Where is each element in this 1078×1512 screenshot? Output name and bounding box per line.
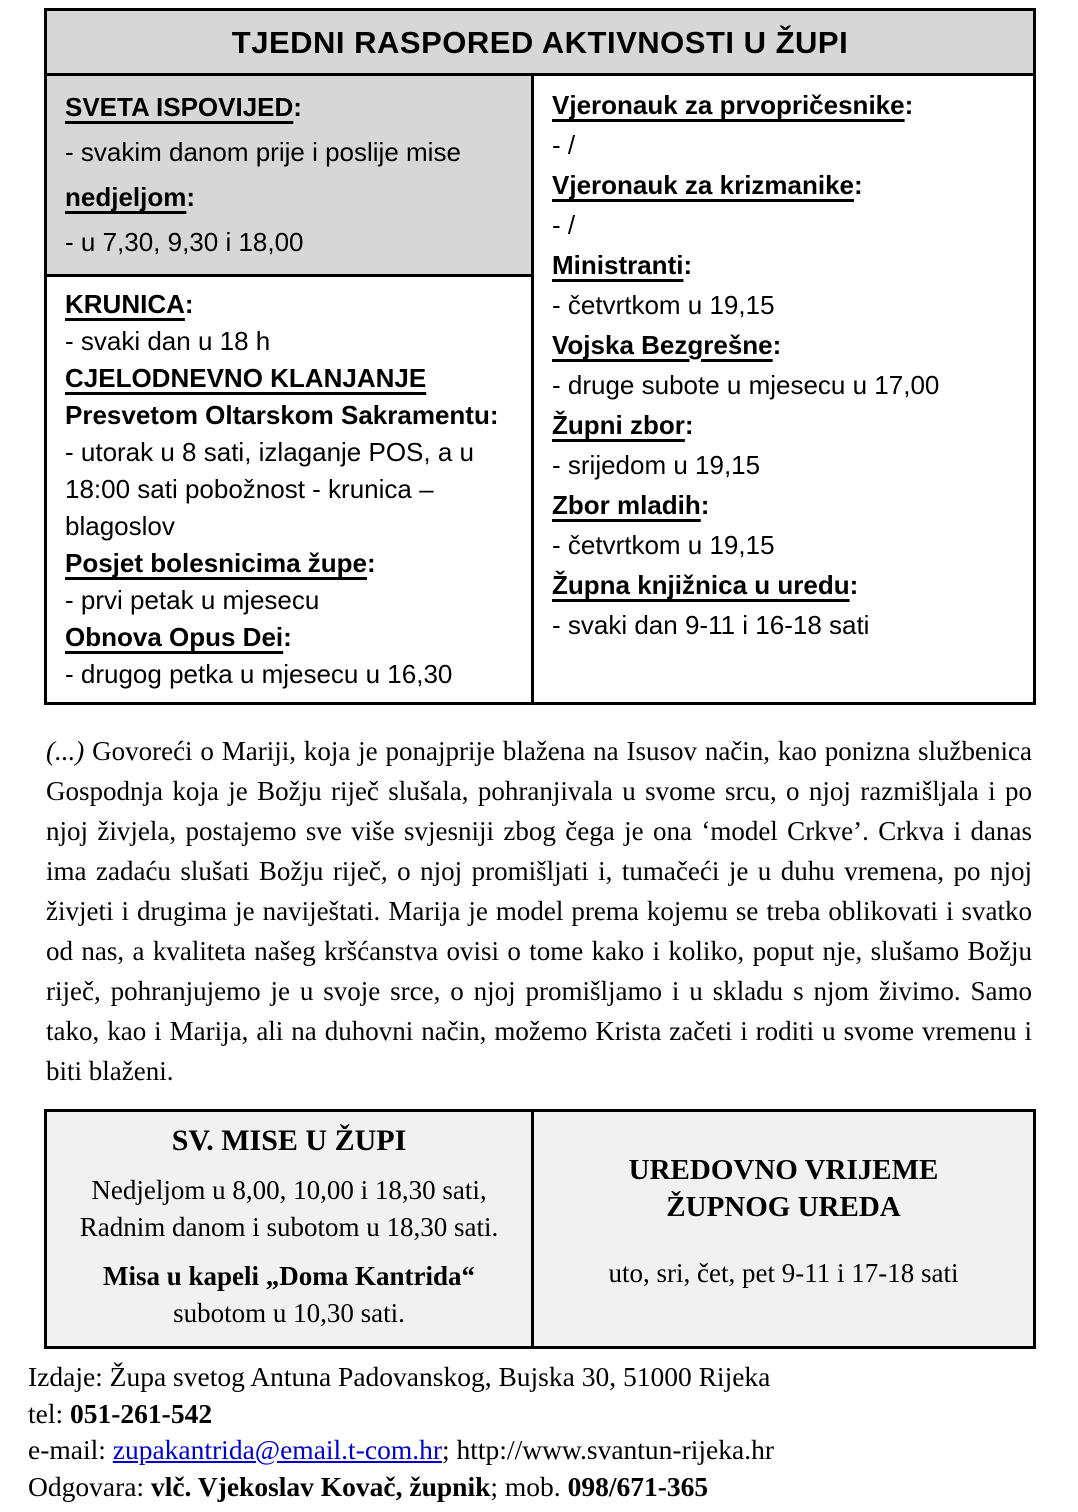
weekly-schedule-table	[44, 8, 1036, 705]
schedule-heading-label: Posjet bolesnicima župe	[65, 548, 367, 578]
schedule-line: - drugog petka u mjesecu u 16,30	[65, 659, 453, 689]
meditation-text: Govoreći o Mariji, koja je ponajprije blažena na Isusov način, kao ponizna službenica Gospodnja koja je Božju riječ slušala, pohranjivala u svome srcu, o njoj razmišljala i po njoj živjela, postajemo sve više svjesniji zbog čega je ona ‘model Crkve’. Crkva i danas ima zadaću slušati Božju riječ, o njoj promišljati i, tumačeći je u duhu vremena, po njoj živjeti i drugima je naviještati. Marija je model prema kojemu se treba oblikovati i svatko od nas, a kvaliteta našeg kršćanstva ovisi o tome kako i koliko, poput nje, slušamo Božju riječ, pohranjujemo je u svoje srce, o njoj promišljamo i u skladu s njom živimo. Samo tako, kao i Marija, ali na duhovni način, možemo Krista začeti i roditi u svome vremenu i biti blaženi.	[46, 736, 1032, 1086]
schedule-heading-label: Vojska Bezgrešne	[552, 330, 773, 360]
schedule-heading-label: Vjeronauk za krizmanike	[552, 170, 855, 200]
schedule-heading: Župna knjižnica u uredu:	[552, 570, 859, 600]
schedule-heading: Vjeronauk za krizmanike:	[552, 170, 863, 200]
office-hours-cell	[534, 1112, 1033, 1346]
masses-cell	[47, 1112, 534, 1346]
responsible-label: Odgovara:	[28, 1470, 151, 1502]
schedule-heading: Vjeronauk za prvopričesnike:	[552, 90, 914, 120]
schedule-heading: Posjet bolesnicima župe:	[65, 548, 376, 578]
schedule-heading-label: Župna knjižnica u uredu	[552, 570, 850, 600]
imprint	[28, 1359, 1058, 1505]
schedule-line: - druge subote u mjesecu u 17,00	[552, 370, 940, 400]
parish-groups-cell	[534, 76, 1033, 702]
tel-number: 051-261-542	[70, 1397, 213, 1429]
confession-cell	[47, 76, 531, 277]
schedule-heading-label: Obnova Opus Dei	[65, 622, 284, 652]
masses-office-body	[47, 1112, 1033, 1346]
schedule-heading: Župni zbor:	[552, 410, 694, 440]
masses-title: SV. MISE U ŽUPI	[171, 1124, 407, 1157]
schedule-body	[47, 76, 1033, 702]
schedule-heading-label: Vjeronauk za prvopričesnike	[552, 90, 905, 120]
schedule-heading-label: Župni zbor	[552, 410, 685, 440]
schedule-heading: Vojska Bezgrešne:	[552, 330, 782, 360]
schedule-heading	[65, 360, 517, 397]
schedule-line: - svaki dan u 18 h	[65, 326, 271, 356]
schedule-heading: Presvetom Oltarskom Sakramentu:	[65, 400, 499, 430]
masses-office-table	[44, 1109, 1036, 1349]
schedule-heading: SVETA ISPOVIJED:	[65, 92, 302, 122]
schedule-heading-label: Ministranti	[552, 250, 684, 280]
office-hours-value: uto, sri, čet, pet 9-11 i 17-18 sati	[608, 1258, 959, 1288]
email-label: e-mail:	[28, 1434, 113, 1465]
tel-label: tel:	[28, 1397, 71, 1429]
schedule-heading-label: Zbor mladih	[552, 490, 701, 520]
imprint-publisher: Izdaje: Župa svetog Antuna Padovanskog, Bujska 30, 51000 Rijeka	[28, 1361, 771, 1392]
office-hours-title	[548, 1152, 1019, 1226]
schedule-title: TJEDNI RASPORED AKTIVNOSTI U ŽUPI	[47, 11, 1033, 76]
schedule-line: - prvi petak u mjesecu	[65, 585, 320, 615]
schedule-line: - srijedom u 19,15	[552, 450, 761, 480]
mobile-number: 098/671-365	[567, 1470, 709, 1502]
schedule-heading: KRUNICA:	[65, 289, 194, 319]
meditation-lead: (...)	[46, 736, 85, 766]
responsible-name: vlč. Vjekoslav Kovač, župnik	[150, 1470, 491, 1502]
imprint-telephone	[28, 1396, 1058, 1433]
meditation-paragraph	[46, 731, 1032, 1091]
office-hours-title-line2: ŽUPNOG UREDA	[666, 1191, 901, 1223]
schedule-heading-label: KRUNICA	[65, 289, 185, 319]
masses-times: Nedjeljom u 8,00, 10,00 i 18,30 sati, Radnim danom i subotom u 18,30 sati.	[79, 1175, 499, 1242]
chapel-mass-time: subotom u 10,30 sati.	[173, 1298, 405, 1328]
schedule-heading: Ministranti:	[552, 250, 693, 280]
devotions-cell	[47, 277, 531, 702]
imprint-responsible	[28, 1469, 1058, 1506]
schedule-heading: nedjeljom:	[65, 182, 196, 212]
schedule-heading: Obnova Opus Dei:	[65, 622, 292, 652]
schedule-line: - svaki dan 9-11 i 16-18 sati	[552, 610, 870, 640]
schedule-line: - utorak u 8 sati, izlaganje POS, a u 18:00 sati pobožnost - krunica – blagoslov	[65, 437, 474, 541]
schedule-heading-label: nedjeljom	[65, 182, 187, 212]
chapel-mass-title: Misa u kapeli „Doma Kantrida“	[102, 1261, 476, 1291]
schedule-left-column	[47, 76, 534, 702]
schedule-line: - /	[552, 130, 576, 160]
email-link[interactable]: zupakantrida@email.t-com.hr	[112, 1434, 442, 1465]
schedule-line: - svakim danom prije i poslije mise	[65, 137, 461, 167]
schedule-line: - u 7,30, 9,30 i 18,00	[65, 227, 304, 257]
office-hours-title-line1: UREDOVNO VRIJEME	[628, 1154, 939, 1186]
schedule-line: - četvrtkom u 19,15	[552, 290, 775, 320]
schedule-heading-label: CJELODNEVNO KLANJANJE	[65, 363, 427, 393]
schedule-line: - četvrtkom u 19,15	[552, 530, 775, 560]
imprint-email-web	[28, 1432, 1058, 1469]
mob-label: ; mob.	[490, 1470, 568, 1502]
schedule-line: - /	[552, 210, 576, 240]
website-text: ; http://www.svantun-rijeka.hr	[442, 1434, 774, 1465]
schedule-heading-label: SVETA ISPOVIJED	[65, 92, 294, 122]
schedule-heading: Zbor mladih:	[552, 490, 710, 520]
